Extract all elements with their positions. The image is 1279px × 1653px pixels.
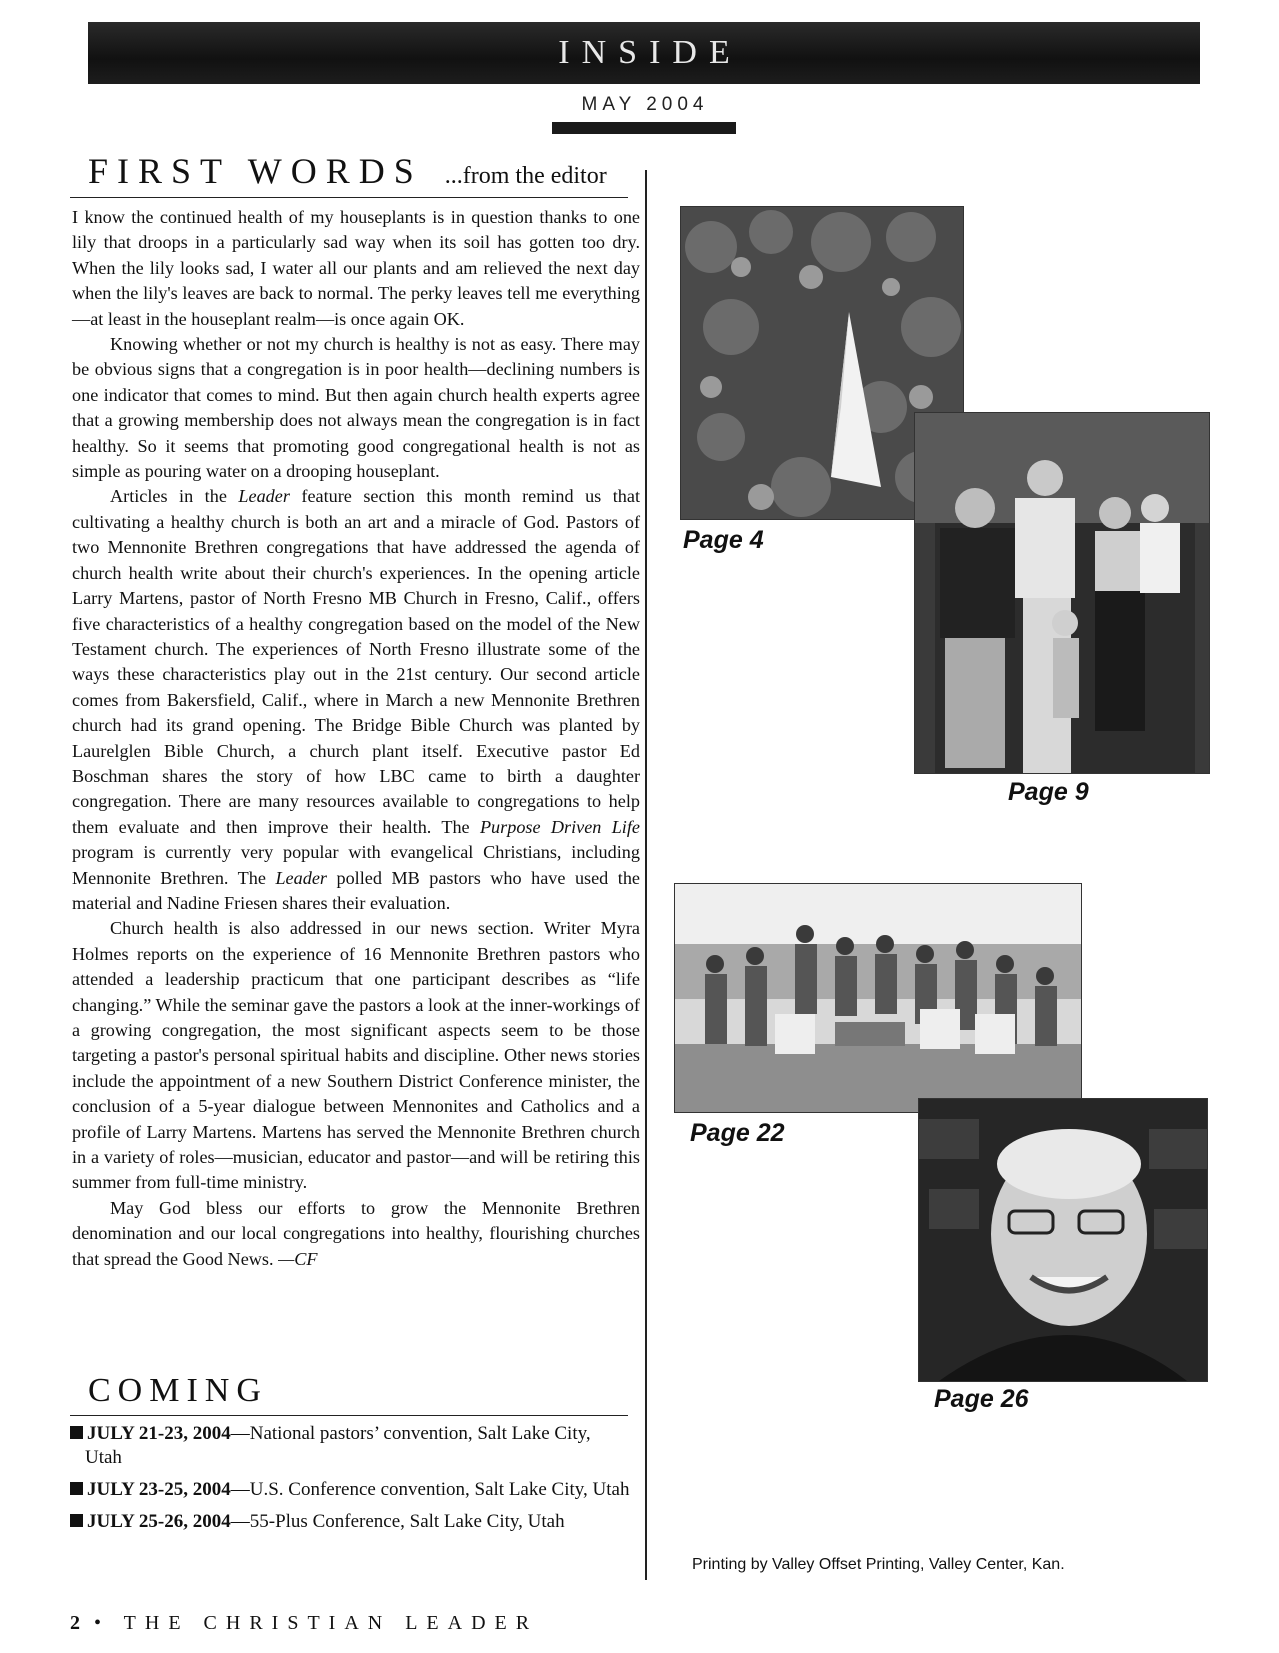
text-run: Articles in the <box>110 486 239 507</box>
photo-pastors-beach <box>674 883 1082 1113</box>
leader-italic: Leader <box>238 486 290 507</box>
issue-date: MAY 2004 <box>581 94 709 115</box>
caption-page-4: Page 4 <box>683 526 764 554</box>
event-text: —National pastors’ convention, Salt Lake City, Utah <box>85 1423 591 1468</box>
banner-title: INSIDE <box>558 34 742 71</box>
caption-page-26: Page 26 <box>934 1385 1029 1413</box>
event-item <box>70 1510 630 1534</box>
square-bullet-icon <box>70 1514 83 1527</box>
text-run: polled MB pastors who have used the material and Nadine Friesen shares their evaluation. <box>72 867 641 913</box>
editorial-article <box>72 205 640 1272</box>
footer-bullet: • <box>94 1612 111 1634</box>
first-words-header <box>88 150 628 192</box>
issue-date-bar <box>552 122 736 134</box>
printing-credit: Printing by Valley Offset Printing, Valley Center, Kan. <box>692 1556 1065 1573</box>
coming-rule <box>70 1415 628 1416</box>
inside-banner <box>88 22 1200 84</box>
leader-italic: Leader <box>275 867 327 888</box>
first-words-title: FIRST WORDS <box>88 151 423 191</box>
column-divider <box>645 170 647 1580</box>
event-text: —55-Plus Conference, Salt Lake City, Utah <box>230 1511 565 1532</box>
event-text: —U.S. Conference convention, Salt Lake City, Utah <box>230 1479 630 1500</box>
paragraph-5 <box>72 1196 640 1272</box>
family-group-image <box>915 413 1209 773</box>
text-run: feature section this month remind us that cultivating a healthy church is both an art and a miracle of God. Pastors of two Mennonite Brethren congregations that have addressed the agenda of church health write about their church's experiences. In the opening article Larry Martens, pastor of North Fresno MB Church in Fresno, Calif., offers five characteristics of a healthy congregation based on the model of the New Testament church. The experiences of North Fresno illustrate some of the ways these characteristics play out in the 21st century. Our second article comes from Bakersfield, Calif., where in March a new Mennonite Brethren church had its grand opening. The Bridge Bible Church was planted by Laurelglen Bible Church, a church plant itself. Executive pastor Ed Boschman shares the story of how LBC came to birth a daughter congregation. There are many resources available to congregations to help them evaluate and then improve their health. The <box>72 486 640 837</box>
photo-family-group <box>914 412 1210 774</box>
page-number: 2 <box>70 1612 80 1634</box>
pastors-beach-image <box>675 884 1081 1112</box>
paragraph-2: Knowing whether or not my church is healthy is not as easy. There may be obvious signs that a congregation is in poor health—declining numbers is one indicator that comes to mind. But then again church health experts agree that a growing membership does not always mean the congregation is in fact healthy. So it seems that promoting good congregational health is not as simple as pouring water on a drooping houseplant. <box>72 334 640 482</box>
paragraph-1: I know the continued health of my houseplants is in question thanks to one lily that droops in a particularly sad way when its soil has gotten too dry. When the lily looks sad, I water all our plants and am relieved the next day when the lily's leaves are back to normal. The perky leaves tell me everything—at least in the houseplant realm—is once again OK. <box>72 207 640 329</box>
event-date: JULY 25-26, 2004 <box>87 1511 231 1532</box>
paragraph-3 <box>72 484 640 916</box>
coming-title: COMING <box>88 1372 268 1409</box>
event-date: JULY 21-23, 2004 <box>87 1423 231 1444</box>
paragraph-4: Church health is also addressed in our news section. Writer Myra Holmes reports on the experience of 16 Mennonite Brethren pastors who attended a leadership practicum that one participant describes as “life changing.” While the seminar gave the pastors a look at the inner-workings of a growing congregation, the most significant aspects seem to be those targeting a pastor's personal spiritual habits and discipline. Other news stories include the appointment of a new Southern District Conference minister, the conclusion of a 5-year dialogue between Mennonites and Catholics and a profile of Larry Martens. Martens has served the Mennonite Brethren church in a variety of roles—musician, educator and pastor—and will be retiring this summer from full-time ministry. <box>72 918 640 1193</box>
event-item <box>70 1422 630 1470</box>
photo-portrait <box>918 1098 1208 1382</box>
purpose-driven-life-italic: Purpose Driven Life <box>479 816 640 837</box>
publication-name: THE CHRISTIAN LEADER <box>123 1612 539 1634</box>
text-run: May God bless our efforts to grow the Mennonite Brethren denomination and our local congregations into healthy, flourishing churches that spread the Good News. <box>72 1197 640 1269</box>
event-item <box>70 1478 630 1502</box>
caption-page-9: Page 9 <box>1008 778 1089 806</box>
page-footer <box>70 1612 538 1635</box>
coming-events-list <box>70 1422 630 1542</box>
event-date: JULY 23-25, 2004 <box>87 1479 231 1500</box>
first-words-rule <box>70 197 628 198</box>
square-bullet-icon <box>70 1482 83 1495</box>
portrait-image <box>919 1099 1207 1381</box>
square-bullet-icon <box>70 1426 83 1439</box>
first-words-subtitle: ...from the editor <box>444 163 607 189</box>
editor-signature: —CF <box>278 1248 318 1269</box>
text-run: program is currently very popular with evangelical Christians, including Mennonite Brethren. The <box>72 842 640 888</box>
caption-page-22: Page 22 <box>690 1119 785 1147</box>
